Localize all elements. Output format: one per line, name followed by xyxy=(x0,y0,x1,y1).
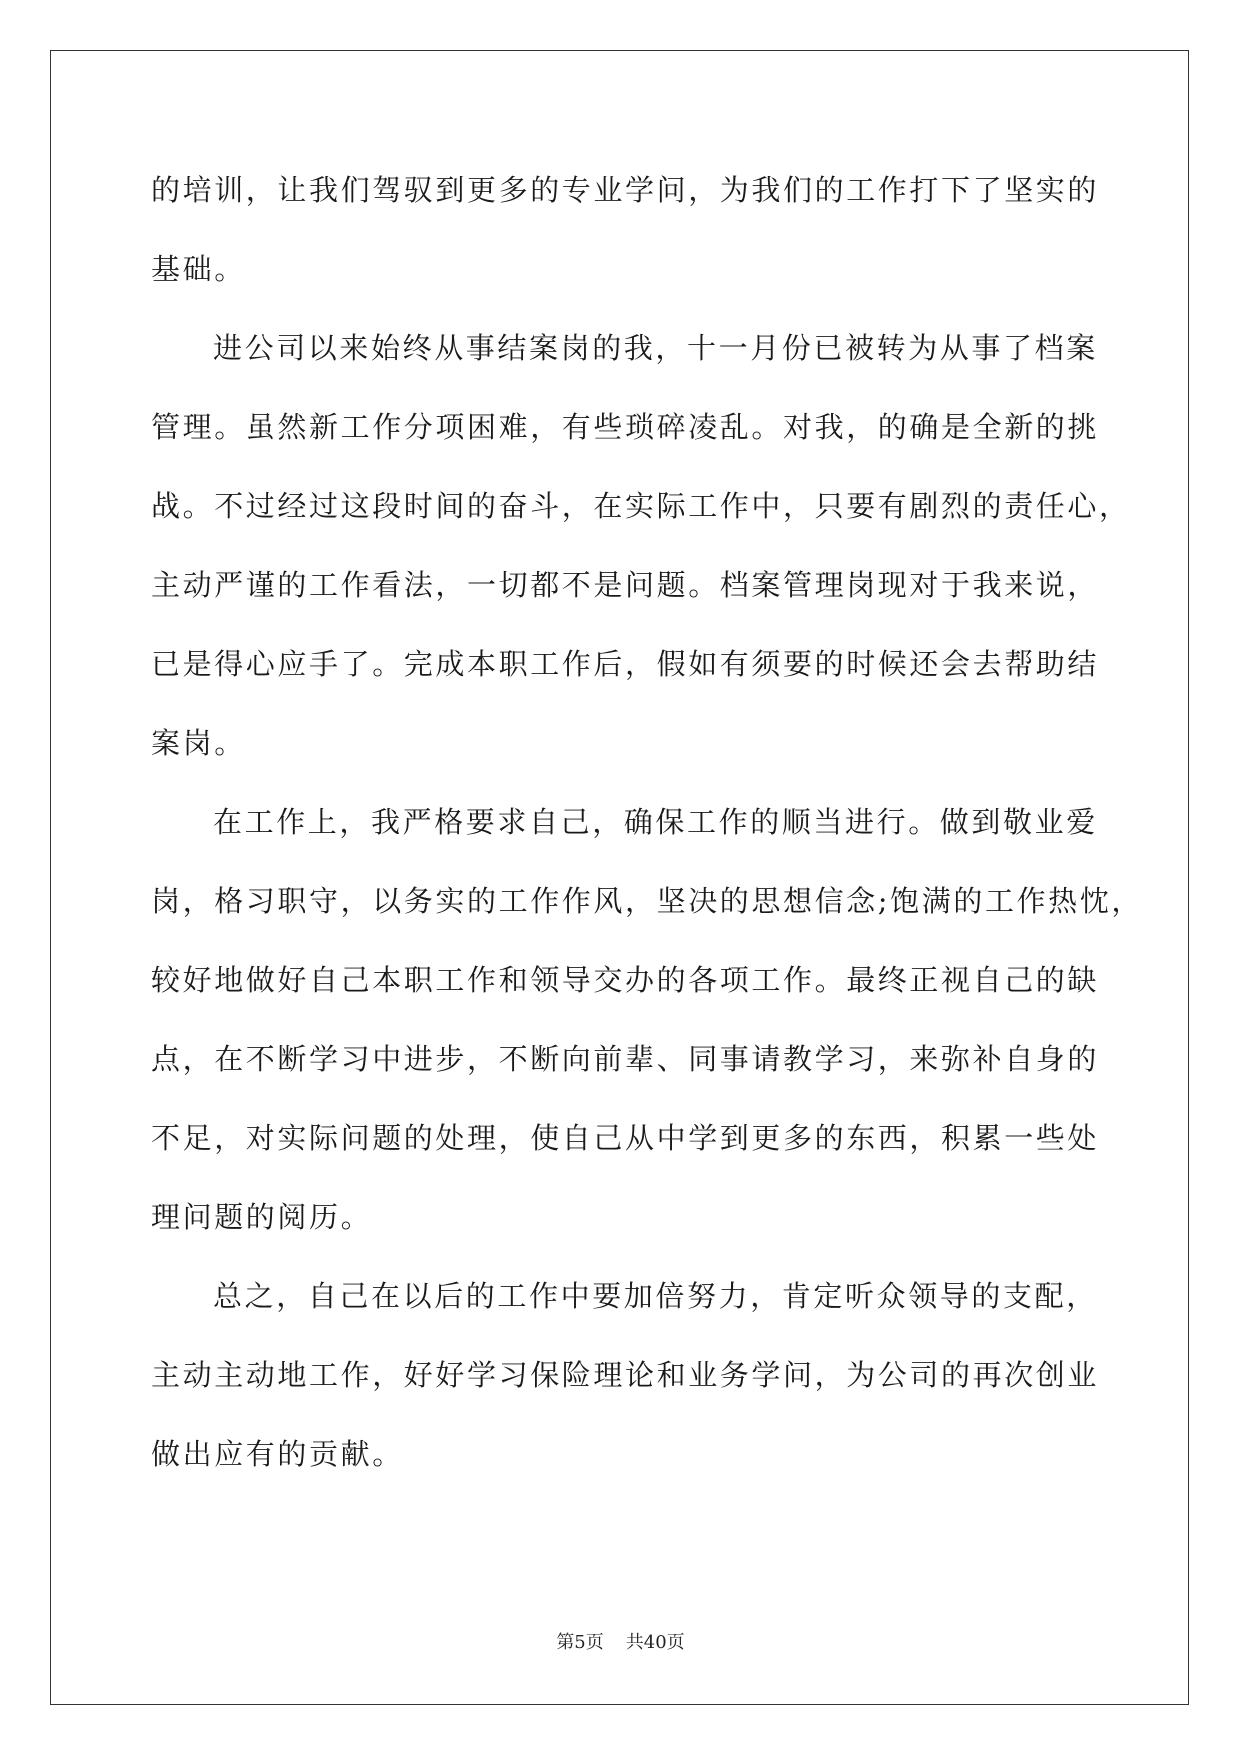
text-line: 主动严谨的工作看法，一切都不是问题。档案管理岗现对于我来说， xyxy=(151,568,1100,602)
text-line: 在工作上，我严格要求自己，确保工作的顺当进行。做到敬业爱 xyxy=(213,805,1098,839)
text-line: 的培训，让我们驾驭到更多的专业学问，为我们的工作打下了坚实的 xyxy=(151,173,1100,207)
text-line: 基础。 xyxy=(151,252,246,286)
page-total: 共40页 xyxy=(625,1632,685,1653)
text-line: 理问题的阅历。 xyxy=(151,1200,373,1234)
text-line: 点，在不断学习中进步，不断向前辈、同事请教学习，来弥补自身的 xyxy=(151,1042,1100,1076)
page-footer xyxy=(0,1628,1241,1654)
text-line: 进公司以来始终从事结案岗的我，十一月份已被转为从事了档案 xyxy=(213,331,1098,365)
text-line: 不足，对实际问题的处理，使自己从中学到更多的东西，积累一些处 xyxy=(151,1121,1100,1155)
document-body xyxy=(151,163,1143,1506)
text-line: 较好地做好自己本职工作和领导交办的各项工作。最终正视自己的缺 xyxy=(151,963,1100,997)
text-line: 主动主动地工作，好好学习保险理论和业务学问，为公司的再次创业 xyxy=(151,1358,1100,1392)
text-line: 总之，自己在以后的工作中要加倍努力，肯定听众领导的支配， xyxy=(213,1279,1098,1313)
page-number: 第5页 xyxy=(556,1632,604,1653)
text-line: 战。不过经过这段时间的奋斗，在实际工作中，只要有剧烈的责任心， xyxy=(151,489,1131,523)
text-line: 案岗。 xyxy=(151,726,246,760)
text-line: 岗，格习职守，以务实的工作作风，坚决的思想信念;饱满的工作热忱， xyxy=(151,884,1143,918)
text-line: 已是得心应手了。完成本职工作后，假如有须要的时候还会去帮助结 xyxy=(151,647,1100,681)
text-line: 做出应有的贡献。 xyxy=(151,1437,404,1471)
text-line: 管理。虽然新工作分项困难，有些琐碎凌乱。对我，的确是全新的挑 xyxy=(151,410,1100,444)
